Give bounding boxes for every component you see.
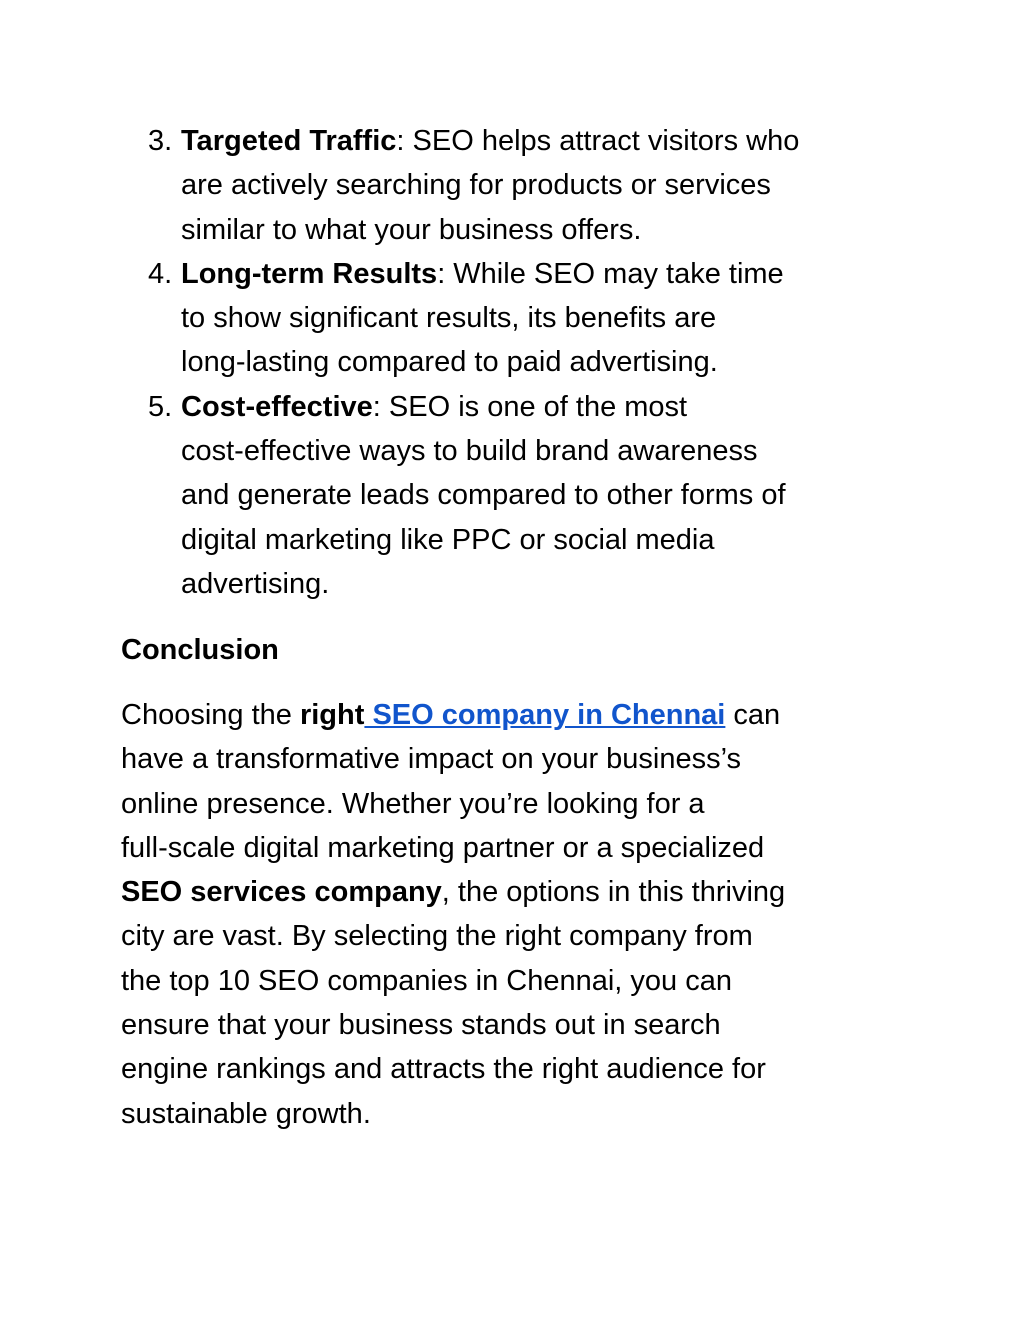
para-text: can — [725, 699, 781, 731]
para-text: engine rankings and attracts the right audience for — [121, 1053, 766, 1086]
list-text: advertising. — [181, 567, 330, 600]
list-item-cost-effective — [121, 385, 911, 606]
para-text: the top 10 SEO companies in Chennai, you can — [121, 964, 732, 997]
conclusion-paragraph — [121, 693, 911, 1136]
list-text: similar to what your business offers. — [181, 213, 642, 246]
para-text: sustainable growth. — [121, 1097, 371, 1130]
para-text: Choosing the — [121, 699, 300, 731]
list-text: digital marketing like PPC or social media — [181, 523, 715, 556]
para-text: have a transformative impact on your business’s — [121, 743, 742, 776]
list-item-targeted-traffic — [121, 119, 911, 252]
list-text: : SEO is one of the most — [372, 390, 688, 423]
list-text: to show significant results, its benefits are — [181, 302, 717, 335]
list-term: Long-term Results — [181, 257, 438, 290]
para-text: city are vast. By selecting the right company from — [121, 920, 753, 953]
bold-seo-services-company: SEO services company — [121, 876, 442, 909]
list-item-long-term-results — [121, 252, 911, 385]
list-text: and generate leads compared to other forms of — [181, 479, 786, 512]
list-term: Cost-effective — [181, 390, 373, 423]
list-term: Targeted Traffic — [181, 125, 397, 157]
list-number: 5. — [148, 390, 173, 423]
list-text: are actively searching for products or services — [181, 169, 771, 202]
benefits-list — [121, 119, 911, 606]
conclusion-heading: Conclusion — [121, 634, 279, 666]
para-text: , the options in this thriving — [441, 876, 786, 909]
list-text: cost-effective ways to build brand awareness — [181, 435, 758, 468]
para-text: ensure that your business stands out in search — [121, 1009, 721, 1042]
list-text: long-lasting compared to paid advertising. — [181, 346, 718, 379]
seo-company-chennai-link[interactable]: SEO company in Chennai — [364, 699, 726, 731]
para-text: full-scale digital marketing partner or a specialized — [121, 831, 765, 864]
list-number: 3. — [148, 125, 173, 157]
bold-right: right — [299, 699, 365, 731]
list-text: : While SEO may take time — [437, 257, 784, 290]
list-text: : SEO helps attract visitors who — [396, 125, 800, 157]
list-number: 4. — [148, 257, 173, 290]
para-text: online presence. Whether you’re looking for a — [121, 787, 705, 820]
